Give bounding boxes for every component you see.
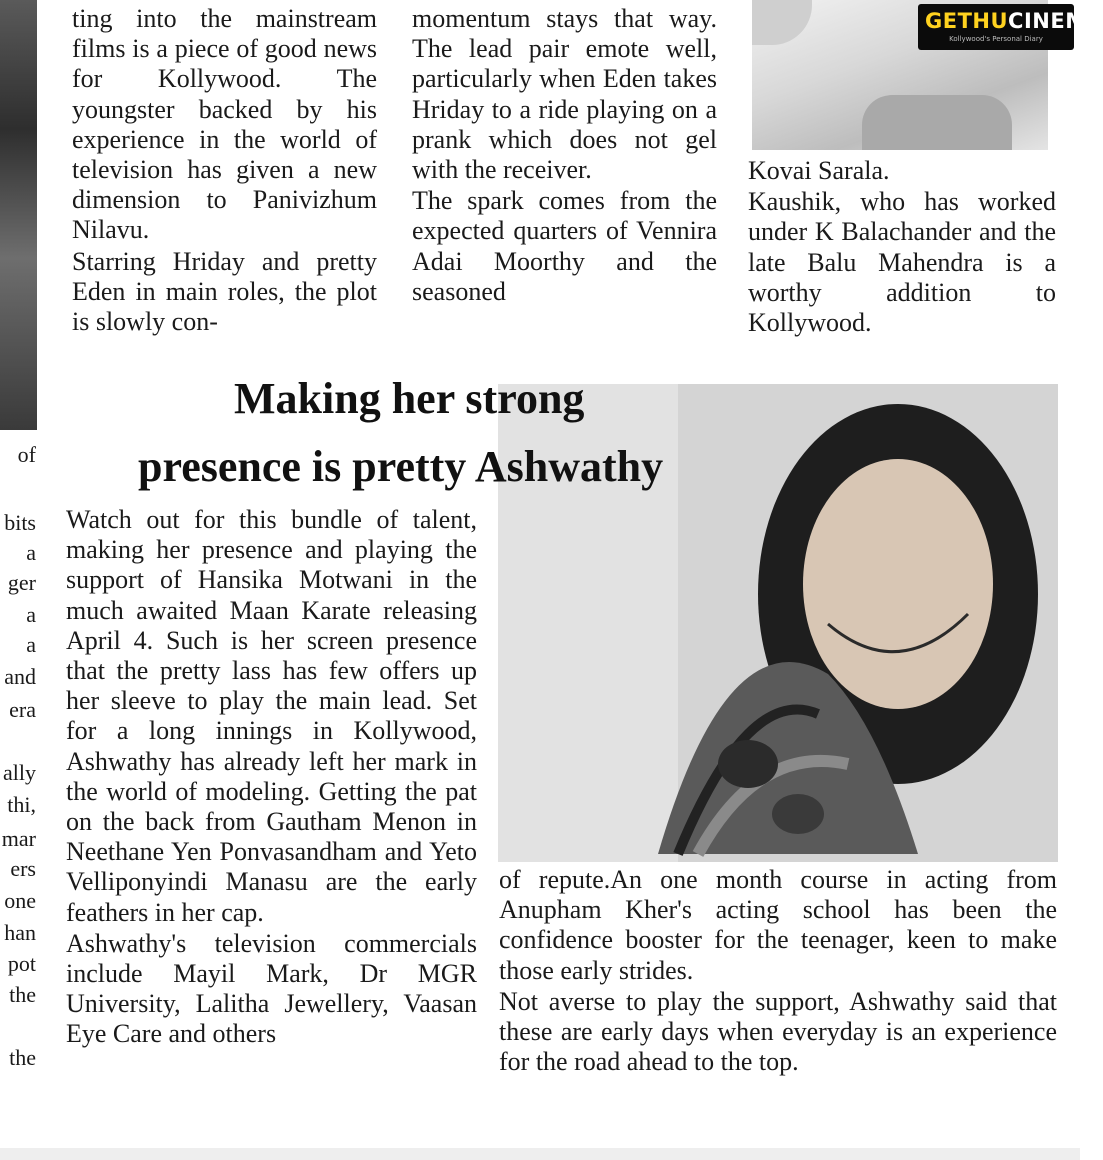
logo-part2: CINEMA: [1008, 9, 1103, 33]
article-right-column: [499, 865, 1057, 1077]
article-left-para2: Ashwathy's television commercials include Mayil Mark, Dr MGR University, Lalitha Jewellery, Vaasan Eye Care and others: [66, 928, 477, 1049]
top-right-para2: Kaushik, who has worked under K Balachander and the late Balu Mahendra is a worthy addition to Kollywood.: [748, 187, 1056, 338]
margin-fragment: the: [9, 982, 36, 1007]
margin-fragment: the: [9, 1045, 36, 1070]
article-right-para2: Not averse to play the support, Ashwathy said that these are early days when everyday is an experience for the road ahead to the top.: [499, 986, 1057, 1077]
left-edge-photo: [0, 0, 37, 430]
top-mid-column: [412, 4, 717, 307]
margin-fragment: one: [4, 888, 36, 913]
bottom-bar: [0, 1148, 1080, 1160]
margin-fragment: ers: [10, 856, 36, 881]
article-left-para1: Watch out for this bundle of talent, making her presence and playing the support of Hansika Motwani in the much awaited Maan Karate releasing April 4. Such is her screen presence that the pretty lass has few offers up her sleeve to play the main lead. Set for a long innings in Kollywood, Ashwathy has already left her mark in the world of modeling. Getting the pat on the back from Gautham Menon in Neethane Yen Ponvasandham and Yeto Velliponyindi Manasu are the early feathers in her cap.: [66, 505, 477, 927]
top-left-para2: Starring Hriday and pretty Eden in main roles, the plot is slowly con-: [72, 246, 377, 337]
margin-fragment: ally: [3, 760, 36, 785]
margin-fragment: a: [26, 540, 36, 565]
margin-fragment: a: [26, 602, 36, 627]
top-left-para1: ting into the mainstream films is a piece of good news for Kollywood. The youngster backed by his experience in the world of television has given a new dimension to Panivizhum Nilavu.: [72, 4, 377, 245]
watermark-logo: [918, 4, 1103, 50]
margin-fragment: a: [26, 632, 36, 657]
margin-fragment: of: [17, 442, 36, 467]
top-left-column: [72, 4, 377, 337]
margin-fragment: mar: [1, 826, 36, 851]
margin-fragment: pot: [7, 951, 36, 976]
margin-fragment: and: [4, 664, 36, 689]
margin-fragment: bits: [4, 510, 36, 535]
logo-part1: GETHU: [925, 9, 1009, 33]
top-right-para1: Kovai Sarala.: [748, 156, 890, 185]
article-right-para1: of repute.An one month course in acting from Anupham Kher's acting school has been the confidence booster for the teenager, keen to make those early strides.: [499, 865, 1057, 985]
top-right-column: [748, 156, 1056, 338]
logo-tagline: Kollywood's Personal Diary: [949, 35, 1043, 43]
headline-line2: presence is pretty Ashwathy: [138, 442, 664, 491]
margin-fragment: era: [9, 697, 36, 722]
top-mid-para1: momentum stays that way. The lead pair emote well, particularly when Eden takes Hriday to a ride playing on a prank which does not gel with the receiver.: [412, 4, 717, 185]
headline-line1: Making her strong: [234, 374, 585, 423]
margin-fragment: han: [4, 920, 36, 945]
top-mid-para2: The spark comes from the expected quarters of Vennira Adai Moorthy and the seasoned: [412, 186, 717, 306]
margin-fragment: thi,: [7, 792, 36, 817]
margin-fragment: ger: [7, 570, 36, 595]
article-left-column: [66, 505, 477, 1050]
